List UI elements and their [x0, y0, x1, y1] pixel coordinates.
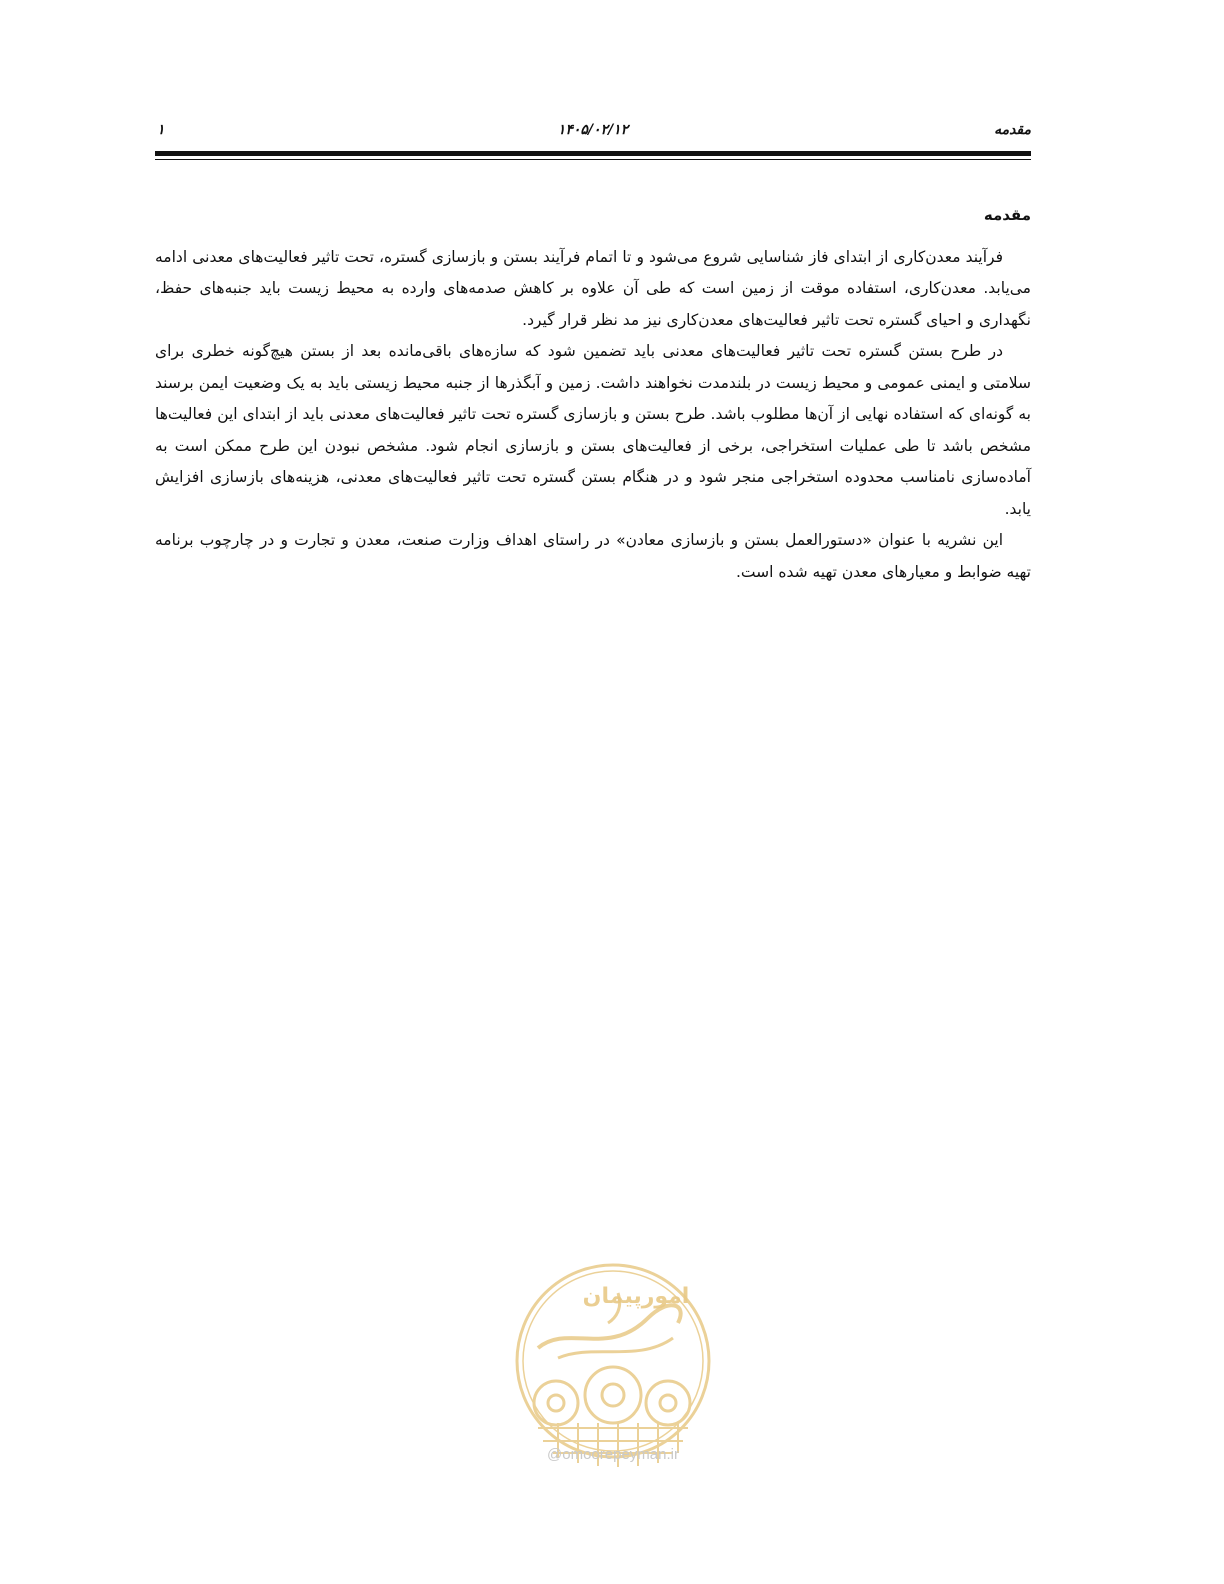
header-date: ۱۴۰۵/۰۲/۱۲: [557, 122, 629, 138]
omoorepeyman-logo-icon: [498, 1263, 728, 1473]
header-rule-thin: [155, 159, 1031, 160]
paragraph-3: این نشریه با عنوان «دستورالعمل بستن و بازسازی معادن» در راستای اهداف وزارت صنعت، معدن و تجارت و در چارچوب برنامه تهیه ضوابط و معیارهای معدن تهیه شده است.: [155, 531, 1031, 581]
watermark-caption: @omoorepeyman.ir: [547, 1446, 679, 1463]
section-heading: مقدمه: [983, 206, 1031, 224]
paragraph-2: در طرح بستن گستره تحت تاثیر فعالیت‌های معدنی باید تضمین شود که سازه‌های باقی‌مانده بعد از بستن هیچ‌گونه خطری برای سلامتی و ایمنی عمومی و محیط زیست در بلندمدت نخواهند داشت. زمین و آبگذرها از جنبه محیط زیستی باید به یک وضعیت ایمن برسند به گونه‌ای که استفاده نهایی از آن‌ها مطلوب باشد. طرح بستن و بازسازی گستره تحت تاثیر فعالیت‌های معدنی باید از ابتدای این فعالیت‌ها مشخص باشد تا طی عملیات استخراجی، برخی از فعالیت‌های بستن و بازسازی انجام شود. مشخص نبودن این طرح ممکن است به آماده‌سازی نامناسب محدوده استخراجی منجر شود و در هنگام بستن گستره تحت تاثیر فعالیت‌های معدنی، هزینه‌های بازسازی افزایش یابد.: [155, 342, 1031, 518]
page-header: [155, 118, 1031, 144]
paragraph-1: فرآیند معدن‌کاری از ابتدای فاز شناسایی شروع می‌شود و تا اتمام فرآیند بستن و بازسازی گستره، تحت تاثیر فعالیت‌های معدنی ادامه می‌یابد. معدن‌کاری، استفاده موقت از زمین است که طی آن علاوه بر کاهش صدمه‌های وارده به محیط زیست باید جنبه‌های حفظ، نگهداری و احیای گستره تحت تاثیر فعالیت‌های معدن‌کاری نیز مد نظر قرار گیرد.: [155, 247, 1031, 329]
header-rule-thick: [155, 151, 1031, 156]
document-body: [155, 200, 1031, 588]
header-section-title: مقدمه: [994, 122, 1031, 138]
watermark-logo-text: امورپیمان: [582, 1284, 690, 1309]
header-page-number: ۱: [157, 122, 165, 138]
